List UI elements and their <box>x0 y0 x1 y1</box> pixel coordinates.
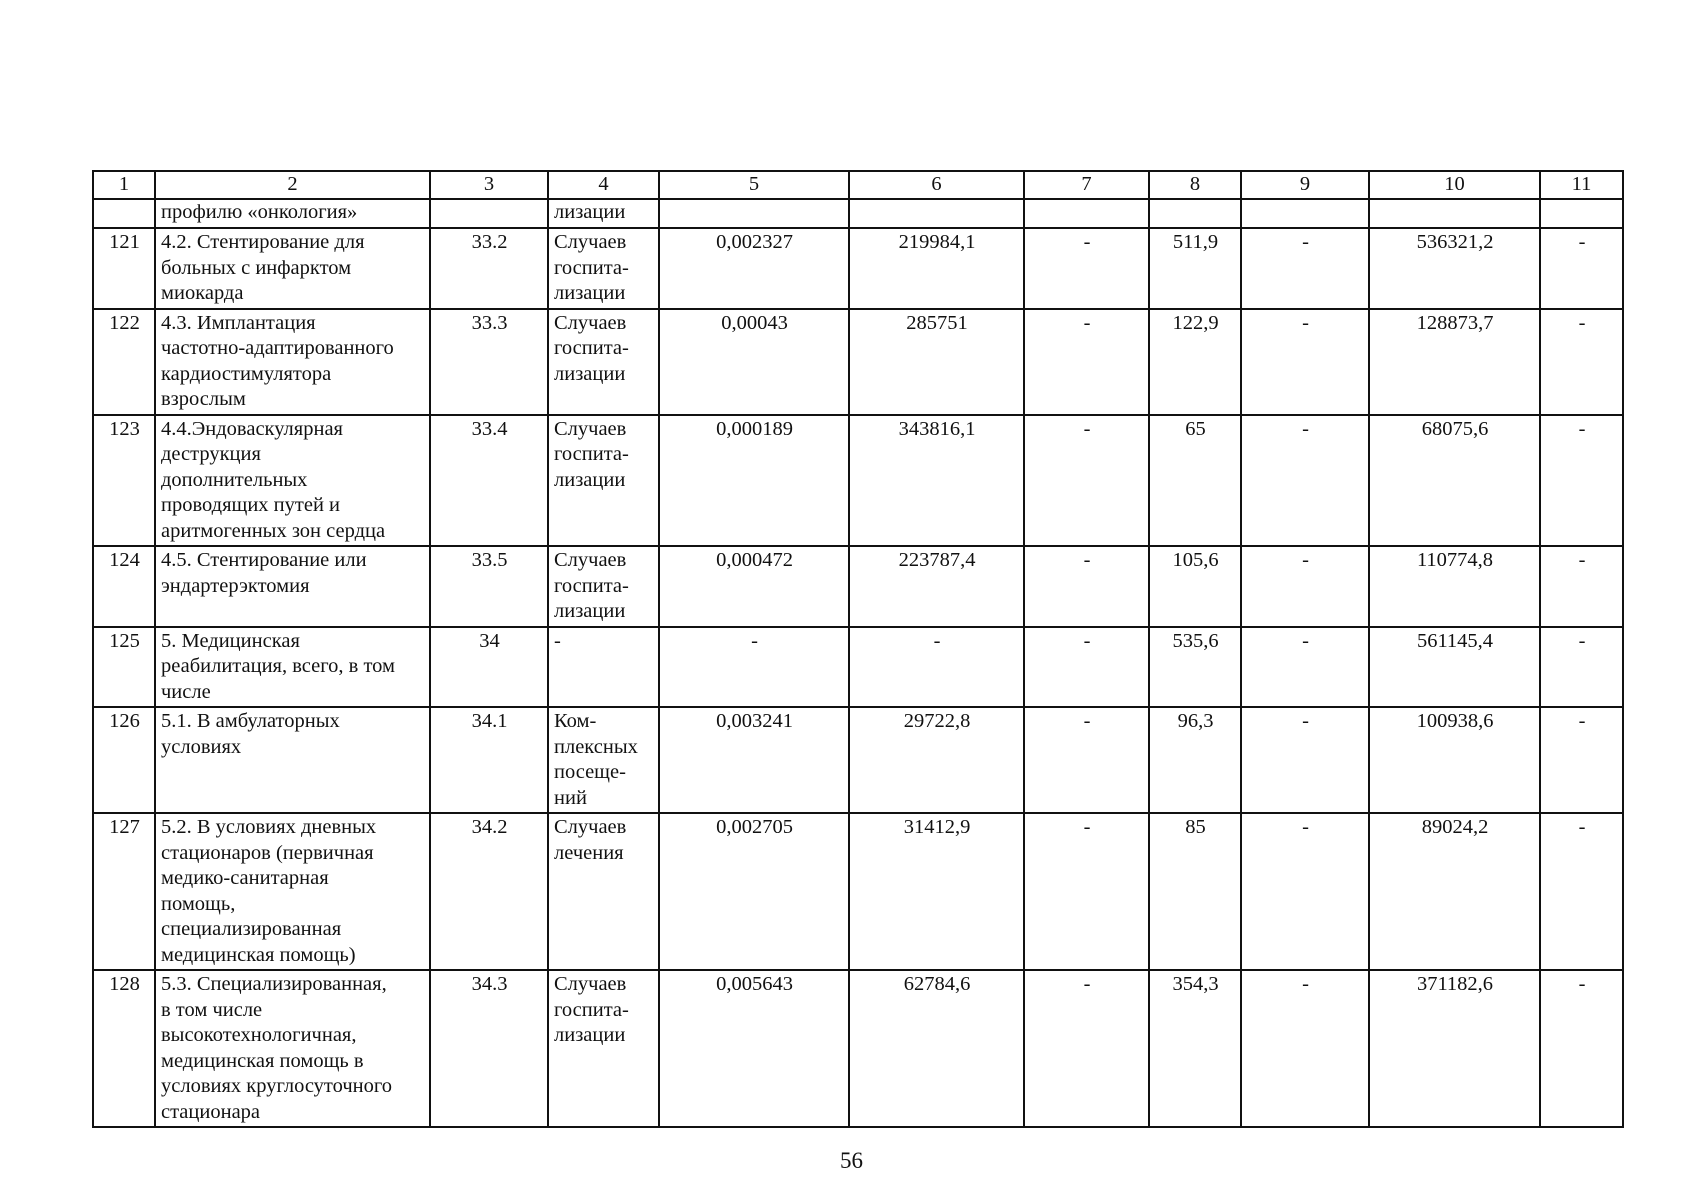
cell-c8: 96,3 <box>1149 707 1241 813</box>
cell-line: эндартерэктомия <box>161 574 310 597</box>
table-row <box>93 546 1623 627</box>
cell-code: 33.4 <box>430 415 548 547</box>
cell-line: 5.2. В условиях дневных <box>161 816 377 838</box>
cell-c5: - <box>659 627 849 708</box>
cell-code <box>430 199 548 228</box>
cell-num: 126 <box>93 707 155 813</box>
cell-c10: 110774,8 <box>1369 546 1540 627</box>
cell-c5: 0,000189 <box>659 415 849 547</box>
table-row <box>93 415 1623 547</box>
table-row <box>93 813 1623 970</box>
cell-line: дополнительных <box>161 468 308 491</box>
cell-c5: 0,003241 <box>659 707 849 813</box>
cell-c9: - <box>1241 707 1369 813</box>
cell-line: 4.2. Стентирование для <box>161 231 365 253</box>
cell-code: 34.1 <box>430 707 548 813</box>
cell-line: плексных <box>554 735 638 758</box>
cell-code: 34.2 <box>430 813 548 970</box>
cell-c10: 128873,7 <box>1369 309 1540 415</box>
cell-c9: - <box>1241 309 1369 415</box>
cell-line: Случаев <box>554 816 627 838</box>
cell-line: Случаев <box>554 973 627 995</box>
cell-name <box>155 970 430 1127</box>
column-header-9: 9 <box>1241 171 1369 199</box>
cell-num <box>93 199 155 228</box>
cell-c8: 85 <box>1149 813 1241 970</box>
table-row <box>93 228 1623 309</box>
cell-num: 121 <box>93 228 155 309</box>
cell-line: медико-санитарная <box>161 867 329 889</box>
cell-c6 <box>849 199 1024 228</box>
cell-line: медицинская помощь) <box>161 943 356 966</box>
column-header-8: 8 <box>1149 171 1241 199</box>
column-header-1: 1 <box>93 171 155 199</box>
cell-line: 4.5. Стентирование или <box>161 549 367 571</box>
cell-line: госпита- <box>554 337 629 359</box>
table-row <box>93 309 1623 415</box>
cell-c7 <box>1024 199 1149 228</box>
cell-line: 4.3. Имплантация <box>161 311 316 334</box>
cell-c10: 68075,6 <box>1369 415 1540 547</box>
cell-line: медицинская помощь в <box>161 1049 364 1072</box>
cell-line: стационара <box>161 1100 261 1123</box>
cell-c8: 535,6 <box>1149 627 1241 708</box>
cell-c9 <box>1241 199 1369 228</box>
cell-c11 <box>1540 199 1623 228</box>
cell-line: 5.3. Специализированная, <box>161 973 387 995</box>
cell-line: лечения <box>554 841 624 864</box>
cell-line: госпита- <box>554 443 629 465</box>
cell-line: 5.1. В амбулаторных <box>161 710 340 732</box>
cell-unit <box>548 228 659 309</box>
cell-c6: 29722,8 <box>849 707 1024 813</box>
cell-name <box>155 415 430 547</box>
cell-line: госпита- <box>554 998 629 1021</box>
cell-c7: - <box>1024 813 1149 970</box>
cell-unit <box>548 627 659 708</box>
cell-line: аритмогенных зон сердца <box>161 519 386 542</box>
cell-c9: - <box>1241 813 1369 970</box>
cell-c7: - <box>1024 707 1149 813</box>
cell-c11: - <box>1540 546 1623 627</box>
cell-c6: 343816,1 <box>849 415 1024 547</box>
cell-line: 5. Медицинская <box>161 629 300 652</box>
cell-c6: 31412,9 <box>849 813 1024 970</box>
cell-line: стационаров (первичная <box>161 841 374 864</box>
cell-unit <box>548 415 659 547</box>
cell-line: больных с инфарктом <box>161 256 352 279</box>
page-number: 56 <box>840 1148 863 1173</box>
cell-c5 <box>659 199 849 228</box>
cell-c10: 371182,6 <box>1369 970 1540 1127</box>
cell-line: лизации <box>554 600 626 622</box>
cell-name <box>155 228 430 309</box>
cell-line: посеще- <box>554 761 626 783</box>
cell-line: госпита- <box>554 574 629 597</box>
cell-c8: 65 <box>1149 415 1241 547</box>
column-header-2: 2 <box>155 171 430 199</box>
cell-c8 <box>1149 199 1241 228</box>
cell-line: Случаев <box>554 311 627 334</box>
cell-num: 127 <box>93 813 155 970</box>
cell-c6: 219984,1 <box>849 228 1024 309</box>
cell-c5: 0,002705 <box>659 813 849 970</box>
cell-c9: - <box>1241 546 1369 627</box>
cell-line: Случаев <box>554 231 627 253</box>
cell-unit <box>548 546 659 627</box>
cell-c9: - <box>1241 970 1369 1127</box>
cell-line: лизации <box>554 1024 626 1046</box>
cell-line: кардиостимулятора <box>161 362 332 385</box>
cell-c6: 62784,6 <box>849 970 1024 1127</box>
cell-c10 <box>1369 199 1540 228</box>
cell-line: лизации <box>554 282 626 304</box>
cell-c5: 0,005643 <box>659 970 849 1127</box>
cell-num: 128 <box>93 970 155 1127</box>
cell-code: 33.3 <box>430 309 548 415</box>
cell-c8: 354,3 <box>1149 970 1241 1127</box>
cell-line: Случаев <box>554 549 627 571</box>
cell-num: 125 <box>93 627 155 708</box>
cell-line: миокарда <box>161 282 244 304</box>
cell-c11: - <box>1540 415 1623 547</box>
cell-name <box>155 707 430 813</box>
column-header-4: 4 <box>548 171 659 199</box>
data-table <box>92 170 1624 1128</box>
cell-c8: 122,9 <box>1149 309 1241 415</box>
cell-code: 33.5 <box>430 546 548 627</box>
cell-c11: - <box>1540 970 1623 1127</box>
cell-c7: - <box>1024 415 1149 547</box>
cell-c5: 0,00043 <box>659 309 849 415</box>
cell-c9: - <box>1241 228 1369 309</box>
cell-line: Ком- <box>554 710 597 732</box>
cell-line: специализированная <box>161 918 342 940</box>
cell-unit: лизации <box>548 199 659 228</box>
cell-c7: - <box>1024 970 1149 1127</box>
cell-line: проводящих путей и <box>161 494 341 516</box>
cell-code: 33.2 <box>430 228 548 309</box>
cell-line: Случаев <box>554 417 627 440</box>
cell-num: 123 <box>93 415 155 547</box>
cell-line: - <box>554 629 561 652</box>
table-row <box>93 627 1623 708</box>
cell-line: лизации <box>554 468 626 491</box>
column-header-6: 6 <box>849 171 1024 199</box>
cell-c6: 285751 <box>849 309 1024 415</box>
cell-line: частотно-адаптированного <box>161 337 394 359</box>
header-row <box>93 171 1623 199</box>
cell-c6: - <box>849 627 1024 708</box>
cell-c11: - <box>1540 707 1623 813</box>
cell-code: 34 <box>430 627 548 708</box>
column-header-11: 11 <box>1540 171 1623 199</box>
cell-line: лизации <box>554 362 626 385</box>
cell-unit <box>548 707 659 813</box>
cell-c11: - <box>1540 627 1623 708</box>
cell-c11: - <box>1540 813 1623 970</box>
cell-name <box>155 309 430 415</box>
cell-line: числе <box>161 680 211 703</box>
cell-line: 4.4.Эндоваскулярная <box>161 417 343 440</box>
table-row <box>93 970 1623 1127</box>
cell-c10: 100938,6 <box>1369 707 1540 813</box>
cell-unit <box>548 813 659 970</box>
cell-c5: 0,000472 <box>659 546 849 627</box>
cell-line: ний <box>554 786 587 809</box>
cell-c11: - <box>1540 228 1623 309</box>
cell-c8: 105,6 <box>1149 546 1241 627</box>
cell-name <box>155 627 430 708</box>
continuation-row <box>93 199 1623 228</box>
cell-c7: - <box>1024 627 1149 708</box>
cell-c10: 89024,2 <box>1369 813 1540 970</box>
cell-line: взрослым <box>161 388 246 410</box>
cell-c10: 536321,2 <box>1369 228 1540 309</box>
cell-num: 122 <box>93 309 155 415</box>
cell-c7: - <box>1024 546 1149 627</box>
cell-line: госпита- <box>554 256 629 279</box>
cell-line: условиях <box>161 735 242 758</box>
cell-num: 124 <box>93 546 155 627</box>
cell-c6: 223787,4 <box>849 546 1024 627</box>
cell-c9: - <box>1241 415 1369 547</box>
cell-line: помощь, <box>161 892 236 915</box>
column-header-5: 5 <box>659 171 849 199</box>
cell-c8: 511,9 <box>1149 228 1241 309</box>
cell-line: условиях круглосуточного <box>161 1075 392 1097</box>
cell-c10: 561145,4 <box>1369 627 1540 708</box>
column-header-3: 3 <box>430 171 548 199</box>
cell-c7: - <box>1024 228 1149 309</box>
cell-name <box>155 813 430 970</box>
cell-unit <box>548 970 659 1127</box>
cell-code: 34.3 <box>430 970 548 1127</box>
cell-c7: - <box>1024 309 1149 415</box>
cell-unit <box>548 309 659 415</box>
column-header-7: 7 <box>1024 171 1149 199</box>
cell-c5: 0,002327 <box>659 228 849 309</box>
cell-name: профилю «онкология» <box>155 199 430 228</box>
cell-c9: - <box>1241 627 1369 708</box>
cell-name <box>155 546 430 627</box>
cell-line: высокотехнологичная, <box>161 1024 357 1046</box>
cell-line: реабилитация, всего, в том <box>161 655 395 677</box>
cell-line: деструкция <box>161 443 261 465</box>
cell-line: в том числе <box>161 998 263 1021</box>
column-header-10: 10 <box>1369 171 1540 199</box>
cell-c11: - <box>1540 309 1623 415</box>
table-row <box>93 707 1623 813</box>
